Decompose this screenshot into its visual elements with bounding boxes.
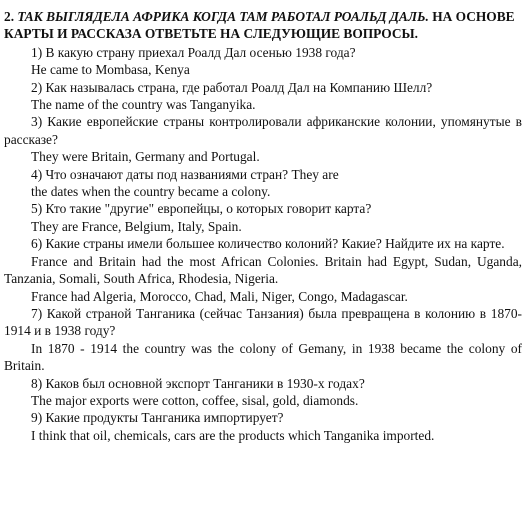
answer-1: He came to Mombasa, Kenya (31, 62, 190, 78)
task-number: 2. (4, 9, 15, 24)
task-title-italic: ТАК ВЫГЛЯДЕЛА АФРИКА КОГДА ТАМ РАБОТАЛ РОАЛЬД ДАЛЬ. (17, 9, 429, 24)
answer-6-france: France had Algeria, Morocco, Chad, Mali, Niger, Congo, Madagascar. (31, 288, 408, 304)
answer-7: In 1870 - 1914 the country was the colony of Gemany, in 1938 became the colony of Britain. (4, 340, 522, 374)
question-6: 6) Какие страны имели большее количество колоний? Какие? Найдите их на карте. (31, 236, 505, 252)
answer-3: They were Britain, Germany and Portugal. (31, 149, 260, 165)
question-4: 4) Что означают даты под названиями стран? They are (31, 166, 339, 182)
task-heading (4, 8, 522, 43)
question-1: 1) В какую страну приехал Роалд Дал осенью 1938 года? (31, 44, 356, 60)
answer-8: The major exports were cotton, coffee, sisal, gold, diamonds. (31, 392, 359, 408)
question-3: 3) Какие европейские страны контролировали африканские колонии, упомянутые в рассказе? (4, 114, 522, 147)
answer-4: the dates when the country became a colony. (31, 184, 271, 200)
question-2: 2) Как называлась страна, где работал Роалд Дал на Компанию Шелл? (31, 79, 433, 95)
answer-2: The name of the country was Tanganyika. (31, 97, 256, 113)
question-7: 7) Какой страной Танганика (сейчас Танзания) была превращена в колонию в 1870-1914 и в 1938 году? (4, 305, 522, 339)
question-9: 9) Какие продукты Танганика импортирует? (31, 410, 284, 426)
task-title-bold: НА ОСНОВЕ КАРТЫ И РАССКАЗА ОТВЕТЬТЕ НА СЛЕДУЮЩИЕ ВОПРОСЫ. (4, 9, 515, 42)
answer-9: I think that oil, chemicals, cars are the products which Tanganika imported. (31, 427, 435, 443)
answer-5: They are France, Belgium, Italy, Spain. (31, 218, 242, 234)
question-8: 8) Каков был основной экспорт Танганики в 1930-х годах? (31, 375, 365, 391)
worksheet-page (4, 8, 522, 444)
answer-6: France and Britain had the most African Colonies. Britain had Egypt, Sudan, Uganda, Tanzania, Somali, South Africa, Rhodesia, Nigeria. (4, 253, 522, 287)
question-5: 5) Кто такие "другие" европейцы, о которых говорит карта? (31, 201, 372, 217)
